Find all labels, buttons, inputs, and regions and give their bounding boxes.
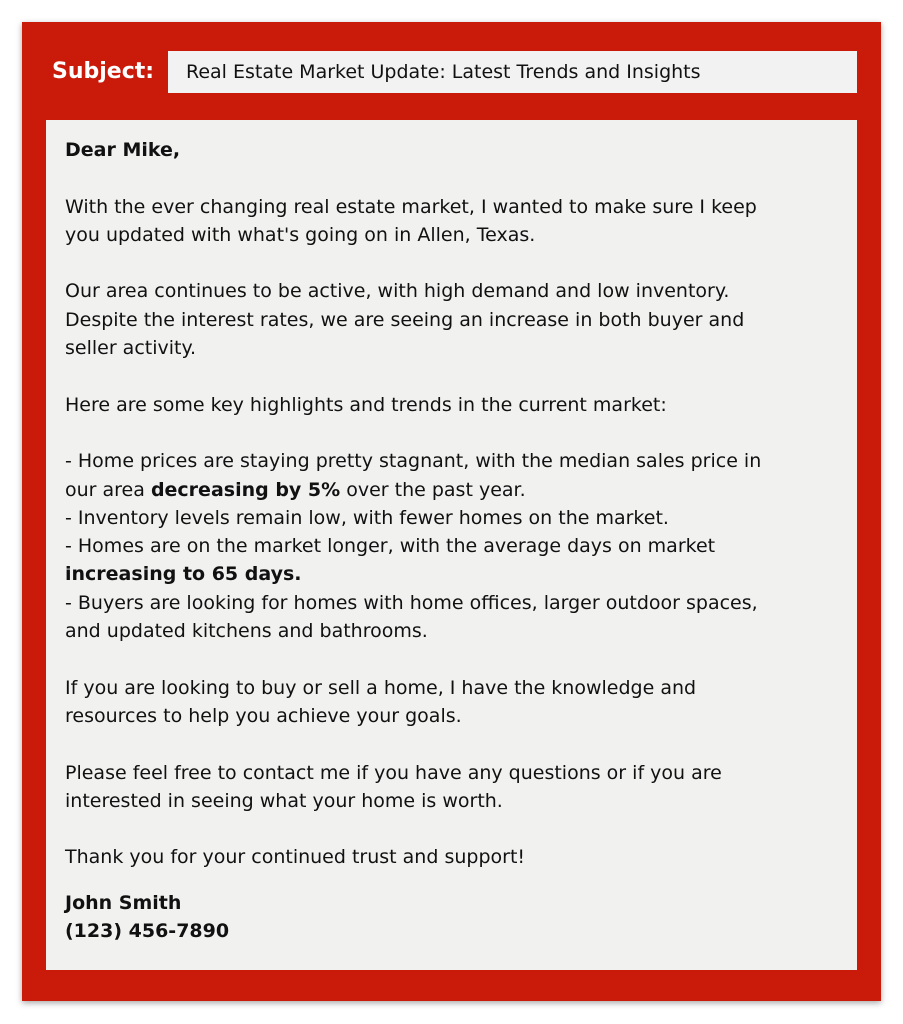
offer-line: resources to help you achieve your goals. xyxy=(65,704,462,727)
signature-phone: (123) 456-7890 xyxy=(65,920,230,943)
bullet-line: - Inventory levels remain low, with fewer homes on the market. xyxy=(65,506,669,529)
highlights-intro-paragraph xyxy=(65,391,843,419)
greeting: Dear Mike, xyxy=(65,139,181,161)
bullet-line xyxy=(65,476,843,504)
signature-name: John Smith xyxy=(65,891,182,914)
bullet-emphasis: decreasing by 5% xyxy=(150,478,341,501)
bullet-line: - Buyers are looking for homes with home offices, larger outdoor spaces, xyxy=(65,591,758,614)
greeting-paragraph xyxy=(65,136,843,164)
highlights-intro: Here are some key highlights and trends in the current market: xyxy=(65,393,667,416)
bullet-text: our area xyxy=(65,478,151,501)
thanks-paragraph xyxy=(65,843,843,871)
contact-paragraph xyxy=(65,759,843,816)
bullet-line: and updated kitchens and bathrooms. xyxy=(65,620,428,643)
contact-line: interested in seeing what your home is worth. xyxy=(65,789,503,812)
bullet-emphasis: increasing to 65 days. xyxy=(65,563,302,586)
highlights-list xyxy=(65,447,843,645)
bullet-line: - Homes are on the market longer, with the average days on market xyxy=(65,535,716,558)
offer-paragraph xyxy=(65,674,843,731)
subject-label: Subject: xyxy=(52,59,155,84)
intro-line: you updated with what's going on in Allen, Texas. xyxy=(65,223,536,246)
intro-paragraph xyxy=(65,193,843,250)
subject-field: Real Estate Market Update: Latest Trends and Insights xyxy=(168,51,857,93)
contact-line: Please feel free to contact me if you have any questions or if you are xyxy=(65,761,722,784)
activity-line: Our area continues to be active, with high demand and low inventory. xyxy=(65,280,730,303)
letter-body xyxy=(46,120,857,970)
bullet-line: - Home prices are staying pretty stagnant, with the median sales price in xyxy=(65,450,762,473)
intro-line: With the ever changing real estate market, I wanted to make sure I keep xyxy=(65,195,757,218)
activity-line: seller activity. xyxy=(65,337,197,360)
signature xyxy=(65,889,843,946)
activity-paragraph xyxy=(65,277,843,362)
offer-line: If you are looking to buy or sell a home, I have the knowledge and xyxy=(65,676,697,699)
thanks-line: Thank you for your continued trust and support! xyxy=(65,846,526,869)
bullet-text: over the past year. xyxy=(340,478,526,501)
activity-line: Despite the interest rates, we are seeing an increase in both buyer and xyxy=(65,308,745,331)
